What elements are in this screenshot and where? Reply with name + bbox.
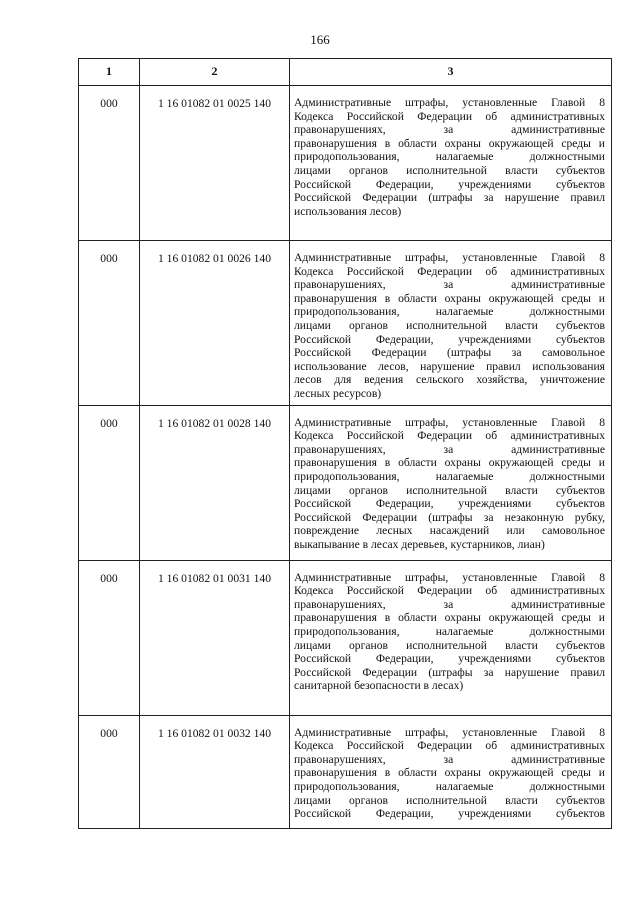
admin-code-cell: 000	[79, 86, 140, 241]
description-line: правонарушения в области охраны окружающей среды и	[294, 766, 605, 780]
description-line: Административные штрафы, установленные Главой 8	[294, 725, 605, 739]
description-line: Российской Федерации (штрафы за нарушение правил	[294, 665, 605, 679]
description-line: Российской Федерации (штрафы за нарушение правил	[294, 191, 605, 205]
description-line: правонарушения в области охраны окружающей среды и	[294, 291, 605, 305]
description-cell	[290, 86, 612, 241]
description-line: правонарушениях, за административные	[294, 752, 605, 766]
description-line: Административные штрафы, установленные Главой 8	[294, 251, 605, 264]
description-line: Административные штрафы, установленные Главой 8	[294, 415, 605, 429]
description-cell	[290, 715, 612, 828]
table-row	[79, 405, 612, 560]
description-line: природопользования, налагаемые должностными	[294, 469, 605, 483]
description-line: природопользования, налагаемые должностными	[294, 305, 605, 319]
description-line: правонарушениях, за административные	[294, 442, 605, 456]
description-line: природопользования, налагаемые должностными	[294, 779, 605, 793]
table-row	[79, 715, 612, 828]
table-header-row	[79, 59, 612, 86]
column-header-1: 1	[79, 59, 140, 86]
description-line: правонарушения в области охраны окружающей среды и	[294, 136, 605, 150]
description-line: Российской Федерации (штрафы за самовольное	[294, 346, 605, 360]
description-line: Административные штрафы, установленные Главой 8	[294, 570, 605, 584]
description-line: Российской Федерации, учреждениями субъектов	[294, 332, 605, 346]
column-header-3: 3	[290, 59, 612, 86]
description-line: Кодекса Российской Федерации об административных	[294, 584, 605, 598]
kbk-code-cell: 1 16 01082 01 0032 140	[140, 715, 290, 828]
kbk-code-cell: 1 16 01082 01 0028 140	[140, 405, 290, 560]
description-line: использования лесов)	[294, 204, 402, 218]
description-line: Кодекса Российской Федерации об административных	[294, 739, 605, 753]
description-line: Кодекса Российской Федерации об административных	[294, 429, 605, 443]
kbk-code-cell: 1 16 01082 01 0026 140	[140, 241, 290, 406]
description-line: Кодекса Российской Федерации об административных	[294, 109, 605, 123]
description-line: лицами органов исполнительной власти субъектов	[294, 638, 605, 652]
description-line: Российской Федерации, учреждениями субъектов	[294, 497, 605, 511]
description-line: правонарушениях, за административные	[294, 278, 605, 292]
column-header-2: 2	[140, 59, 290, 86]
description-line: лесных ресурсов)	[294, 386, 382, 400]
admin-code-cell: 000	[79, 241, 140, 406]
description-line: правонарушениях, за административные	[294, 597, 605, 611]
admin-code-cell: 000	[79, 715, 140, 828]
description-line: природопользования, налагаемые должностными	[294, 624, 605, 638]
description-line: правонарушениях, за административные	[294, 123, 605, 137]
description-line: санитарной безопасности в лесах)	[294, 679, 464, 693]
description-line: правонарушения в области охраны окружающей среды и	[294, 456, 605, 470]
description-line: Российской Федерации, учреждениями субъектов	[294, 652, 605, 666]
table-row	[79, 86, 612, 241]
description-line: природопользования, налагаемые должностными	[294, 150, 605, 164]
description-line: использование лесов, нарушение правил использования	[294, 359, 605, 373]
page-number: 166	[310, 32, 330, 47]
description-line: лицами органов исполнительной власти субъектов	[294, 318, 605, 332]
description-cell	[290, 560, 612, 715]
classification-table	[78, 58, 612, 829]
table-row	[79, 241, 612, 406]
description-line: выкапывание в лесах деревьев, кустарников, лиан)	[294, 537, 545, 551]
description-cell	[290, 241, 612, 406]
admin-code-cell: 000	[79, 560, 140, 715]
description-line: Российской Федерации (штрафы за незаконную рубку,	[294, 510, 605, 524]
description-line: Российской Федерации, учреждениями субъектов	[294, 807, 605, 821]
description-line: повреждение лесных насаждений или самовольное	[294, 524, 605, 538]
admin-code-cell: 000	[79, 405, 140, 560]
description-line: лесов для ведения сельского хозяйства, уничтожение	[294, 373, 605, 387]
description-line: лицами органов исполнительной власти субъектов	[294, 163, 605, 177]
table-row	[79, 560, 612, 715]
description-line: Административные штрафы, установленные Главой 8	[294, 96, 605, 109]
description-cell	[290, 405, 612, 560]
description-line: Кодекса Российской Федерации об административных	[294, 264, 605, 278]
description-line: правонарушения в области охраны окружающей среды и	[294, 611, 605, 625]
description-line: лицами органов исполнительной власти субъектов	[294, 483, 605, 497]
kbk-code-cell: 1 16 01082 01 0031 140	[140, 560, 290, 715]
description-line: лицами органов исполнительной власти субъектов	[294, 793, 605, 807]
description-line: Российской Федерации, учреждениями субъектов	[294, 177, 605, 191]
kbk-code-cell: 1 16 01082 01 0025 140	[140, 86, 290, 241]
